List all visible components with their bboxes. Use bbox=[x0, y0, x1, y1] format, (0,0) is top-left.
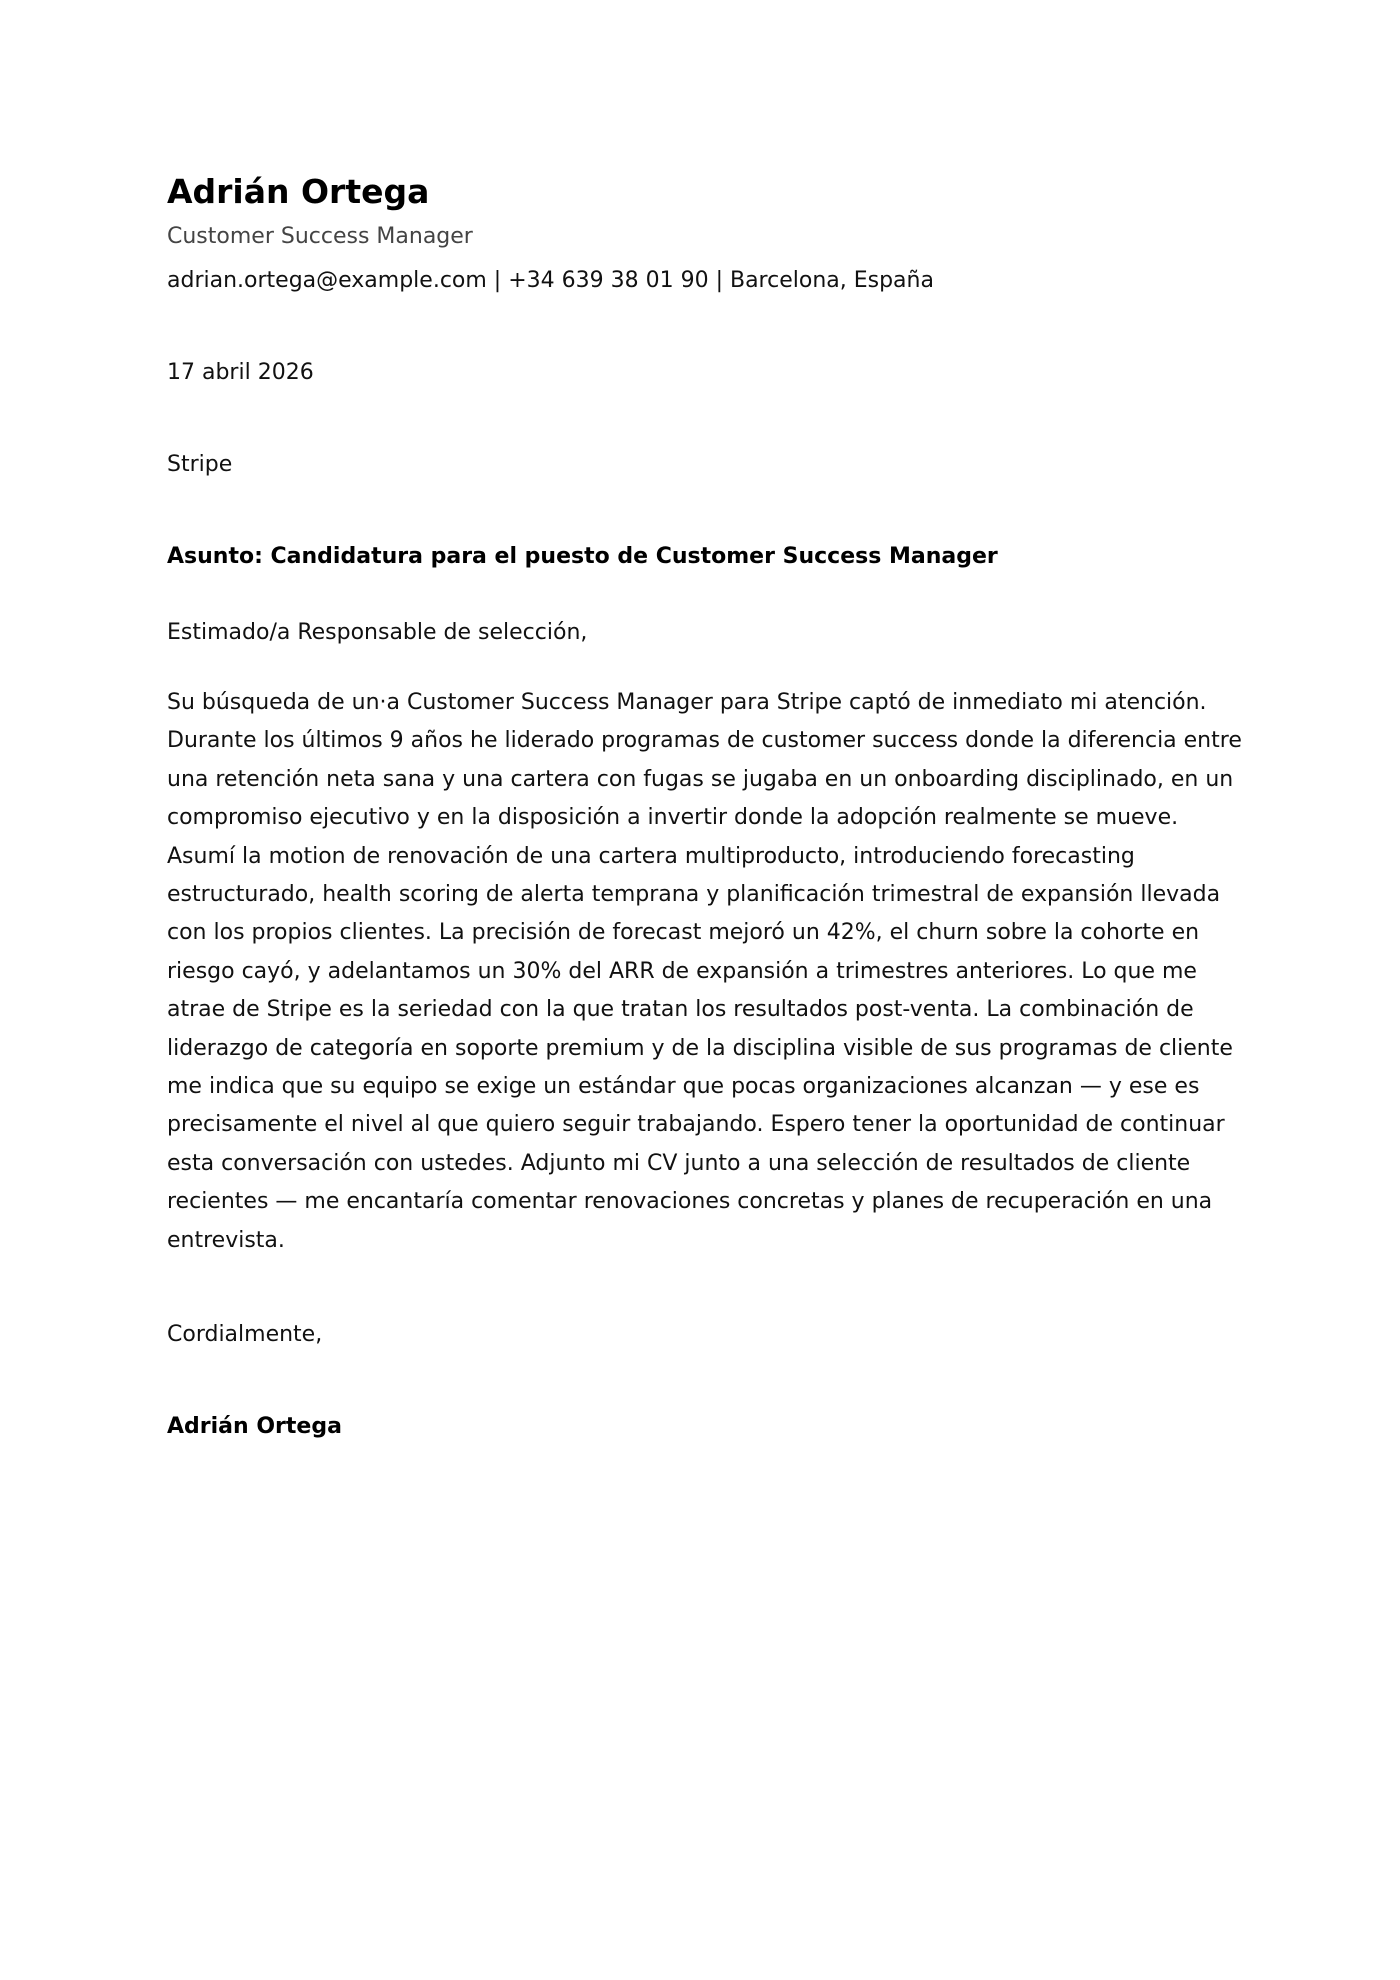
signature: Adrián Ortega bbox=[167, 1414, 342, 1440]
letter-date: 17 abril 2026 bbox=[167, 360, 314, 385]
closing: Cordialmente, bbox=[167, 1322, 323, 1348]
sender-name: Adrián Ortega bbox=[167, 172, 430, 211]
recipient: Stripe bbox=[167, 452, 233, 477]
letter-body: Su búsqueda de un·a Customer Success Manager para Stripe captó de inmediato mi atención. Durante los últimos 9 años he liderado programas de customer success donde la diferencia entre una retención neta sana y una cartera con fugas se jugaba en un onboarding disciplinado, en un compromiso ejecutivo y en la disposición a invertir donde la adopción realmente se mueve. Asumí la motion de renovación de una cartera multiproducto, introduciendo forecasting estructurado, health scoring de alerta temprana y planificación trimestral de expansión llevada con los propios clientes. La precisión de forecast mejoró un 42%, el churn sobre la cohorte en riesgo cayó, y adelantamos un 30% del ARR de expansión a trimestres anteriores. Lo que me atrae de Stripe es la seriedad con la que tratan los resultados post-venta. La combinación de liderazgo de categoría en soporte premium y de la disciplina visible de sus programas de cliente me indica que su equipo se exige un estándar que pocas organizaciones alcanzan — y ese es precisamente el nivel al que quiero seguir trabajando. Espero tener la oportunidad de continuar esta conversación con ustedes. Adjunto mi CV junto a una selección de resultados de cliente recientes — me encantaría comentar renovaciones concretas y planes de recuperación en una entrevista. bbox=[167, 690, 1242, 1253]
letter-subject: Asunto: Candidatura para el puesto de Customer Success Manager bbox=[167, 544, 998, 569]
salutation: Estimado/a Responsable de selección, bbox=[167, 620, 588, 645]
sender-title: Customer Success Manager bbox=[167, 224, 473, 249]
letter-content bbox=[167, 168, 1247, 1442]
sender-contact: adrian.ortega@example.com | +34 639 38 01 90 | Barcelona, España bbox=[167, 268, 934, 293]
